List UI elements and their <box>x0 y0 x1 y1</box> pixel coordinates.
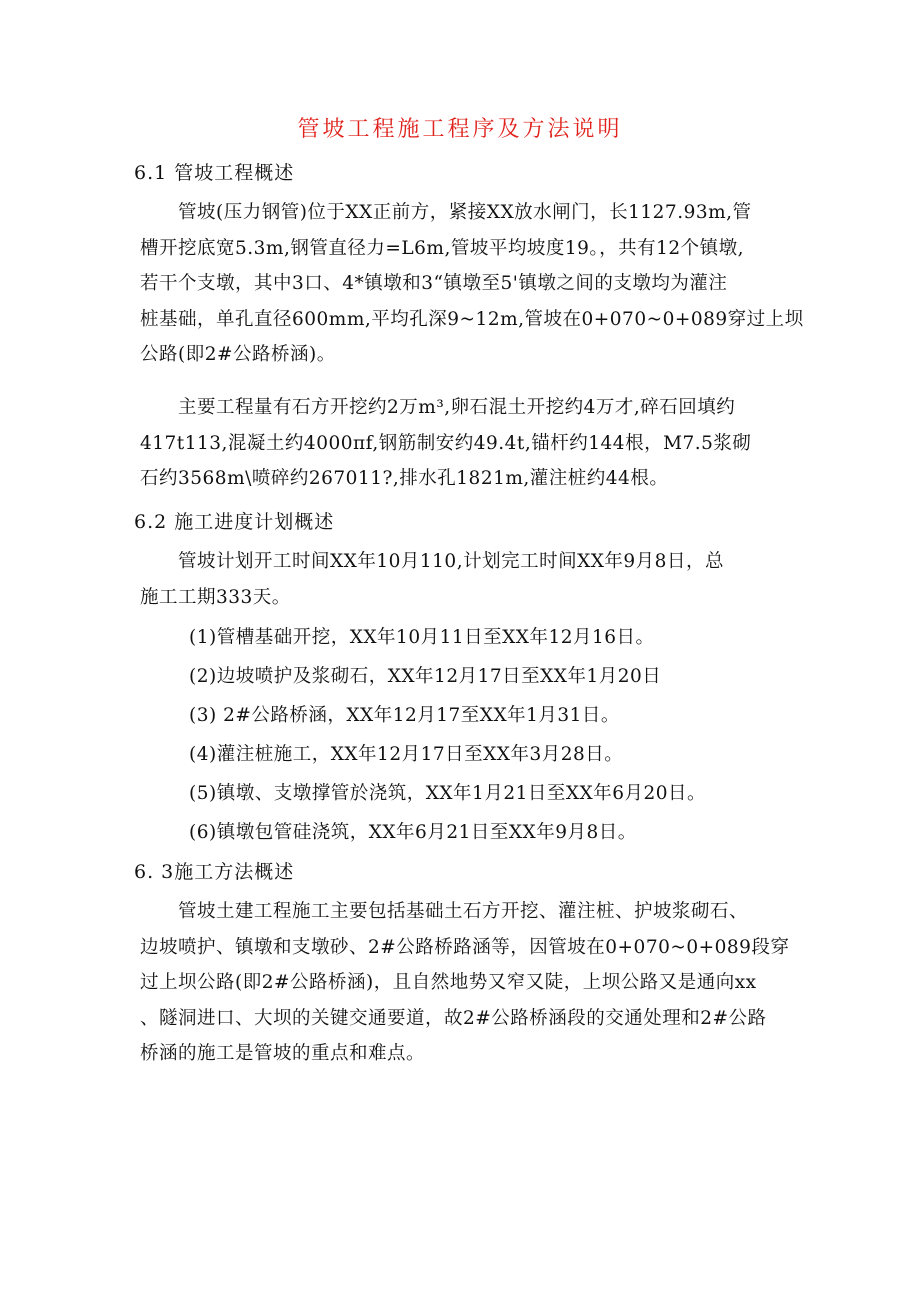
paragraph-line: 417t113,混凝土约4000πf,钢筋制安约49.4t,锚杆约144根，M7.5浆砌 <box>140 432 752 454</box>
paragraph-line: 公路(即2#公路桥涵)。 <box>140 344 336 365</box>
section-heading-6-3: 6. 3施工方法概述 <box>134 861 295 883</box>
paragraph-overview <box>140 195 804 373</box>
document-title: 管坡工程施工程序及方法说明 <box>297 117 623 142</box>
paragraph-line: 桥涵的施工是管坡的重点和难点。 <box>140 1043 426 1064</box>
paragraph-methods <box>140 894 790 1072</box>
paragraph-line: 桩基础，单孔直径600mm,平均孔深9~12m,管坡在0+070~0+089穿过上坝 <box>140 308 804 330</box>
paragraph-line: 管坡(压力钢管)位于XX正前方，紧接XX放水闸门，长1127.93m,管 <box>178 202 752 223</box>
schedule-item: (6)镇墩包管硅浇筑，XX年6月21日至XX年9月8日。 <box>189 822 637 843</box>
schedule-item: (1)管槽基础开挖，XX年10月11日至XX年12月16日。 <box>189 627 655 648</box>
paragraph-schedule <box>140 544 790 615</box>
paragraph-quantities <box>140 390 790 497</box>
paragraph-line: 管坡计划开工时间XX年10月110,计划完工时间XX年9月8日，总 <box>178 551 724 572</box>
schedule-item: (5)镇墩、支墩撑管於浇筑，XX年1月21日至XX年6月20日。 <box>189 783 707 804</box>
section-heading-6-2: 6.2 施工进度计划概述 <box>134 511 335 533</box>
paragraph-line: 主要工程量有石方开挖约2万m³,卵石混土开挖约4万才,碎石回填约 <box>178 397 736 418</box>
paragraph-line: 过上坝公路(即2#公路桥涵)，且自然地势又窄又陡，上坝公路又是通向xx <box>140 972 757 993</box>
paragraph-line: 槽开挖底宽5.3m,钢管直径力=L6m,管坡平均坡度19。，共有12个镇墩, <box>140 237 745 259</box>
section-heading-6-1: 6.1 管坡工程概述 <box>134 162 295 184</box>
paragraph-line: 、隧洞进口、大坝的关键交通要道，故2#公路桥涵段的交通处理和2#公路 <box>140 1007 767 1029</box>
schedule-item: (2)边坡喷护及浆砌石，XX年12月17日至XX年1月20日 <box>189 666 662 687</box>
paragraph-line: 施工工期333天。 <box>140 586 291 608</box>
paragraph-line: 管坡土建工程施工主要包括基础土石方开挖、灌注桩、护坡浆砌石、 <box>178 901 749 922</box>
schedule-item: (4)灌注桩施工，XX年12月17日至XX年3月28日。 <box>189 744 624 765</box>
schedule-item: (3) 2#公路桥涵，XX年12月17至XX年1月31日。 <box>189 705 620 726</box>
paragraph-line: 石约3568m\喷碎约267011?,排水孔1821m,灌注桩约44根。 <box>140 468 669 489</box>
paragraph-line: 若干个支墩，其中3口、4*镇墩和3“镇墩至5'镇墩之间的支墩均为灌注 <box>140 273 728 294</box>
paragraph-line: 边坡喷护、镇墩和支墩砂、2#公路桥路涵等，因管坡在0+070~0+089段穿 <box>140 936 790 958</box>
